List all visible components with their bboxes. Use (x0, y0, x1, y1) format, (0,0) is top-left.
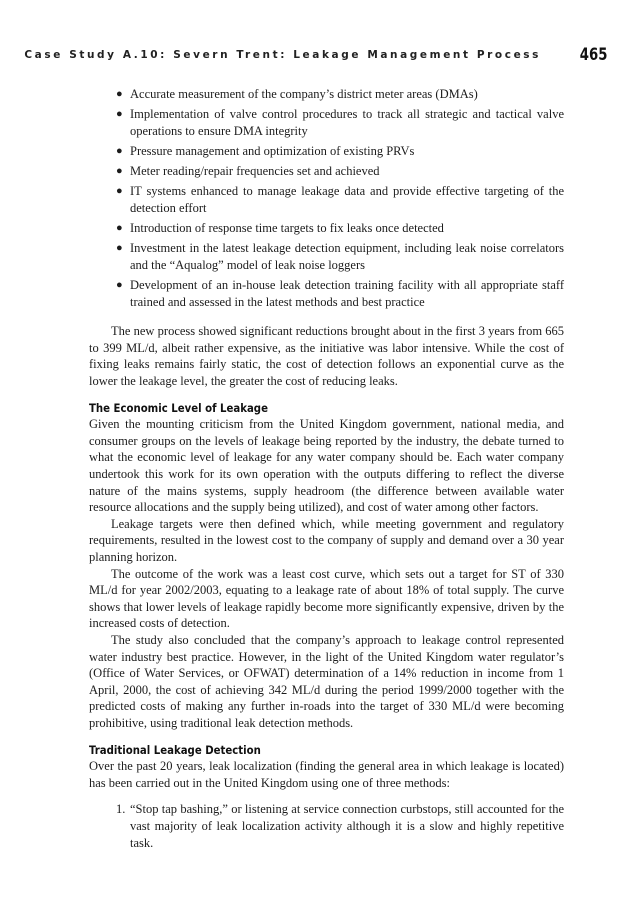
bullet-icon: ● (116, 242, 123, 255)
bullet-text: Pressure management and optimization of existing PRVs (130, 143, 415, 158)
method-number: 1. (116, 802, 126, 817)
method-text: “Stop tap bashing,” or listening at service connection curbstops, still accounted for the vast majority of leak localization activity although it is a slow and highly repetitive task. (130, 802, 564, 850)
running-header (0, 47, 619, 67)
paragraph: Given the mounting criticism from the United Kingdom government, national media, and consumer groups on the levels of leakage being reported by the industry, the debate turned to what the economic level of leakage for any water company should be. Each water company undertook this work for its own operation with the outputs differing to reflect the diverse nature of the mains systems, supply headroom (the difference between available water resource allocations and the supply being utilized), and cost of water among other factors. (89, 417, 564, 515)
bullet-icon: ● (116, 108, 123, 121)
bullet-item (89, 220, 564, 237)
page-number: 465 (579, 45, 607, 65)
paragraph: The study also concluded that the company’s approach to leakage control represented water industry best practice. However, in the light of the United Kingdom water regulator’s (Office of Water Services, or OFWAT) determination of a 14% reduction in income from 1 April, 2000, the cost of achieving 342 ML/d during the period 1999/2000 together with the predicted costs of making any further in-roads into the target of 330 ML/d were becoming prohibitive, using traditional leak detection methods. (89, 632, 564, 730)
bullet-text: Development of an in-house leak detection training facility with all appropriate staff trained and assessed in the latest methods and best practice (130, 278, 564, 309)
running-title: Case Study A.10: Severn Trent: Leakage Management Process (24, 49, 541, 61)
section-heading-traditional-detection: Traditional Leakage Detection (89, 742, 261, 757)
paragraph: Over the past 20 years, leak localization (finding the general area in which leakage is located) has been carried out in the United Kingdom using one of three methods: (89, 759, 564, 790)
bullet-icon: ● (116, 144, 123, 157)
intro-paragraph: The new process showed significant reductions brought about in the first 3 years from 665 to 399 ML/d, albeit rather expensive, as the initiative was labor intensive. While the cost of fixing leaks remains fairly static, the cost of detection follows an exponential curve as the lower the leakage level, the greater the cost of reducing leaks. (89, 324, 564, 389)
bullet-item (89, 106, 564, 139)
methods-list (89, 801, 564, 851)
body-text (89, 86, 564, 851)
bullet-icon: ● (116, 165, 123, 178)
section-heading-economic-level: The Economic Level of Leakage (89, 400, 268, 415)
bullet-text: Investment in the latest leakage detection equipment, including leak noise correlators and the “Aqualog” model of leak noise loggers (130, 241, 564, 272)
bullet-item (89, 143, 564, 160)
bullet-text: IT systems enhanced to manage leakage data and provide effective targeting of the detection effort (130, 184, 564, 215)
bullet-text: Introduction of response time targets to fix leaks once detected (130, 221, 444, 236)
bullet-icon: ● (116, 279, 123, 292)
bullet-text: Meter reading/repair frequencies set and achieved (130, 164, 380, 179)
method-item (89, 801, 564, 851)
bullet-text: Implementation of valve control procedures to track all strategic and tactical valve operations to ensure DMA integrity (130, 107, 564, 138)
bullet-item (89, 163, 564, 180)
improvement-bullet-list (89, 86, 564, 310)
bullet-item (89, 86, 564, 103)
bullet-text: Accurate measurement of the company’s district meter areas (DMAs) (130, 87, 478, 101)
bullet-icon: ● (116, 185, 123, 198)
bullet-item (89, 183, 564, 216)
paragraph: Leakage targets were then defined which, while meeting government and regulatory requirements, resulted in the lowest cost to the company of supply and demand over a 30 year planning horizon. (89, 516, 564, 564)
bullet-item (89, 240, 564, 273)
bullet-item (89, 277, 564, 310)
bullet-icon: ● (116, 222, 123, 235)
bullet-icon: ● (116, 88, 123, 100)
paragraph: The outcome of the work was a least cost curve, which sets out a target for ST of 330 ML/d for year 2002/2003, equating to a leakage rate of about 18% of total supply. The curve shows that lower levels of leakage rapidly become more significantly expensive, driven by the increased costs of detection. (89, 566, 564, 631)
